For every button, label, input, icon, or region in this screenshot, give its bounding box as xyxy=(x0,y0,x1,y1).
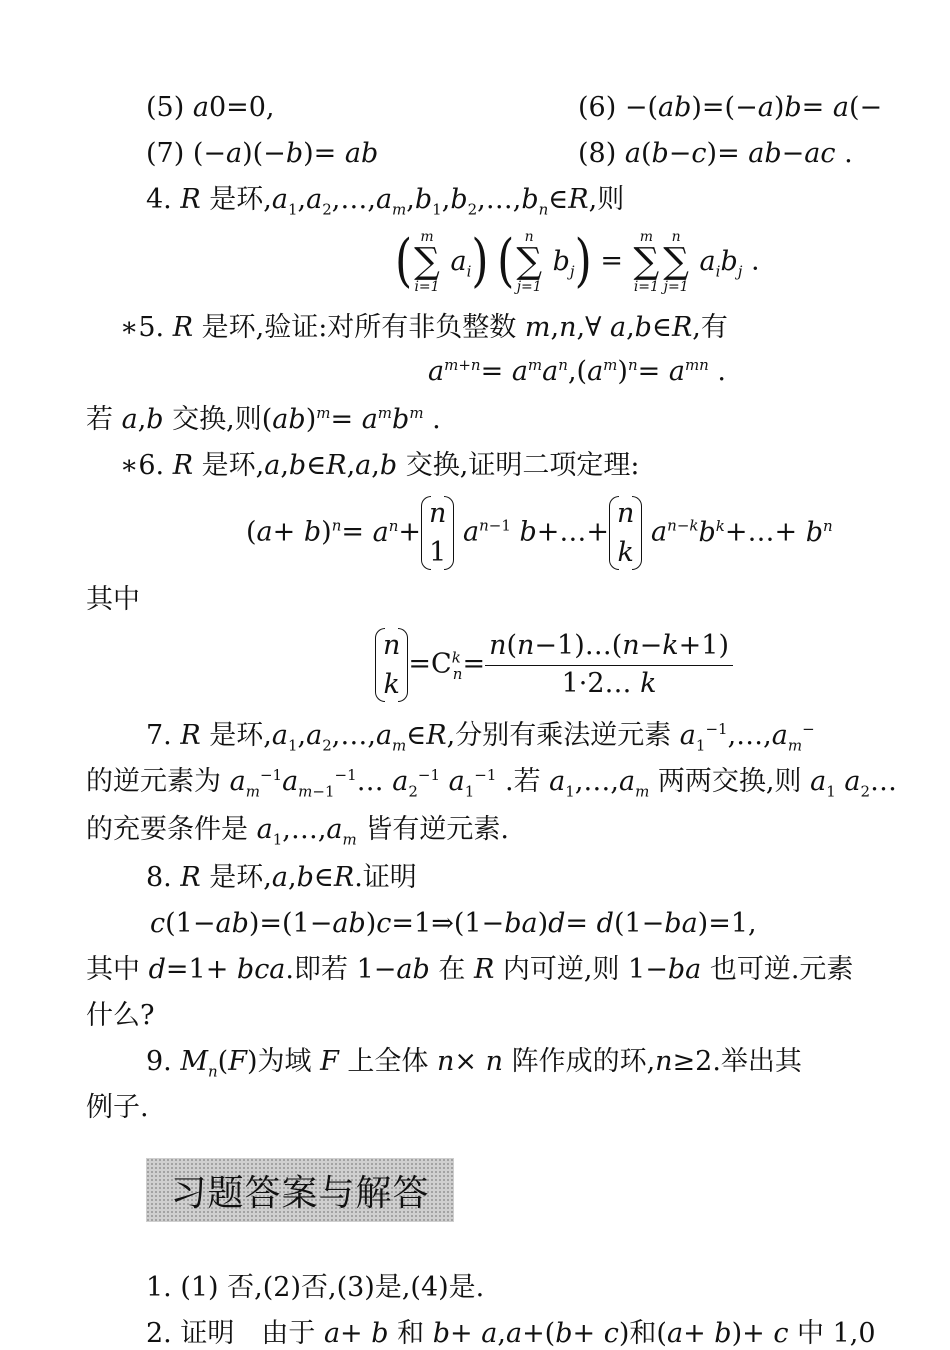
qizhong-label: 其中 xyxy=(86,584,140,615)
problem-5-commute: 若 a,b 交换,则$(ab)^m= a^mb^m$ . xyxy=(86,404,441,435)
problem-7: 7. R 是环$,a_1,a_2,\dots,a_m\in R$,分别有乘法逆元素 $a_1^{-1},\dots,a_m^-$ xyxy=(146,720,815,755)
problem-8-equation: c(1−ab)=(1−ab)c=1⇒(1−ba)d= d(1−ba)=1, xyxy=(150,908,757,939)
section-heading-answers xyxy=(146,1158,454,1222)
problem-4-equation: ( m ∑ i=1 $a_i$) ( n ∑ j=1 $b_j$) = m ∑ i=1 n ∑ j=1 $a_ib_j$ . xyxy=(395,227,760,295)
problem-8-line-3: 什么? xyxy=(86,1000,155,1031)
problem-6: ∗6. R 是环,a,b∈R,a,b 交换,证明二项定理: xyxy=(120,450,640,481)
answer-2: 2. 证明 由于 a+ b 和 b+ a,a+(b+ c)和(a+ b)+ c 中 1,0 xyxy=(146,1318,876,1349)
binomial-theorem: $(a+ b)^n= a^n+$ n 1 $a^{n-1}$ b+…+ n k $a^{n-k}b^k+\dots+ b^n$ xyxy=(246,494,833,572)
property-6: (6) −(ab)=(−a)b= a(− xyxy=(578,92,883,123)
problem-7-line-2: 的逆元素为 $a_m^{-1}a_{m-1}^{-1}\dots$ $a_2^{-1}$ $a_1^{-1}$ .若 $a_1,\dots,a_m$ 两两交换,则 $a_1$ $a_2\dots$ xyxy=(86,766,897,801)
property-7: (7) (−a)(−b)= ab xyxy=(146,138,379,169)
binomial-coefficient: n k $=C^k_n=$ $\frac{n(n-1)\dots(n-k+1)}{1\cdot 2\dots k}$ xyxy=(375,626,733,704)
problem-5-equation: $a^{m+n}= a^ma^n,(a^m)^n= a^{mn}$ . xyxy=(428,356,727,387)
property-5: (5) a0=0, xyxy=(146,92,275,123)
problem-9: 9. $M_n(F)$为域 F 上全体 n× n 阵作成的环,n≥2.举出其 xyxy=(146,1046,802,1081)
problem-9-line-2: 例子. xyxy=(86,1092,149,1123)
section-title: 习题答案与解答 xyxy=(170,1172,430,1214)
problem-5: ∗5. R 是环,验证:对所有非负整数 m,n,∀ a,b∈R,有 xyxy=(120,312,728,343)
answer-1: 1. (1) 否,(2)否,(3)是,(4)是. xyxy=(146,1272,485,1303)
problem-8-line-2: 其中 d=1+ bca.即若 1−ab 在 R 内可逆,则 1−ba 也可逆.元素 xyxy=(86,954,854,985)
property-8: (8) a(b−c)= ab−ac . xyxy=(578,138,853,169)
problem-7-line-3: 的充要条件是 $a_1,\dots,a_m$ 皆有逆元素. xyxy=(86,814,509,849)
problem-8: 8. R 是环,a,b∈R.证明 xyxy=(146,862,417,893)
problem-4: 4. R 是环$,a_1,a_2,\dots,a_m,b_1,b_2,\dots,b_n\in R$,则 xyxy=(146,184,625,219)
